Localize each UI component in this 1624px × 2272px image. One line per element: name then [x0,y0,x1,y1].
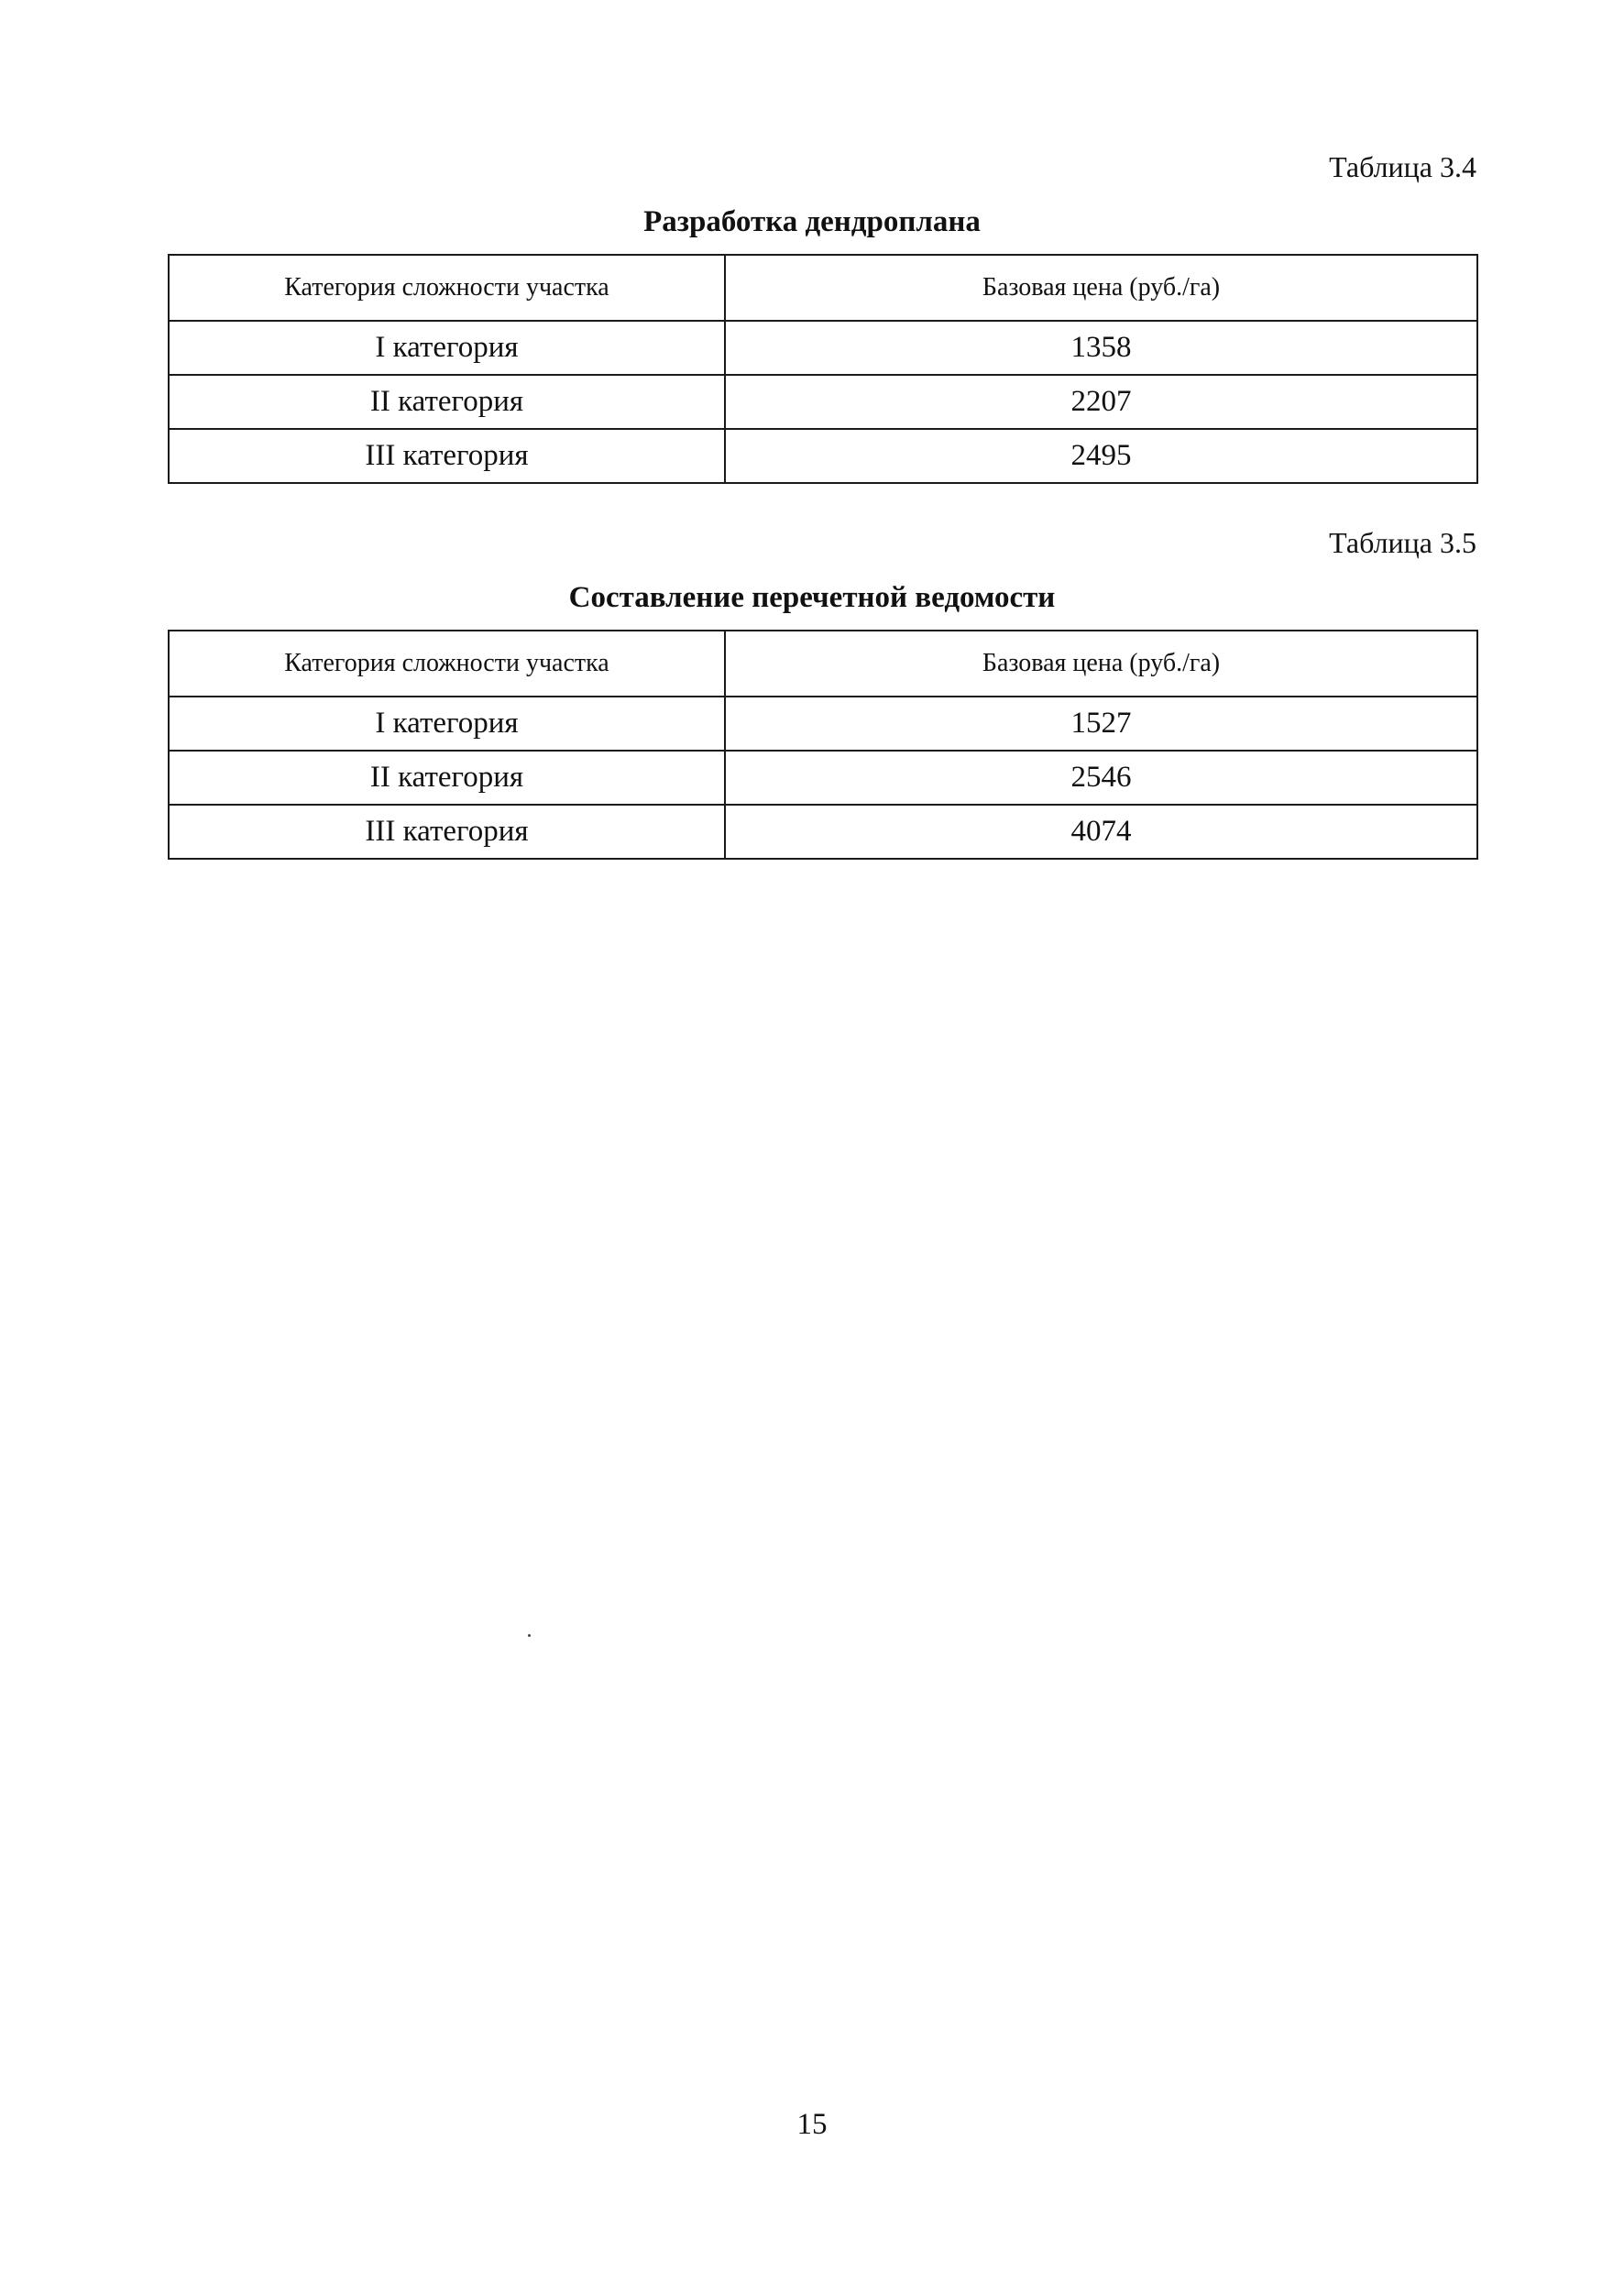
header-category: Категория сложности участка [169,255,725,321]
table-title: Составление перечетной ведомости [568,581,1056,614]
header-category: Категория сложности участка [169,631,725,697]
table-number: Таблица 3.4 [1329,150,1476,183]
price-cell: 2546 [725,751,1477,805]
header-base-price: Базовая цена (руб./га) [725,631,1477,697]
category-cell: III категория [169,805,725,859]
table-row [169,751,1477,805]
table-number: Таблица 3.5 [1329,526,1476,559]
table-row [169,697,1477,751]
table-row [169,805,1477,859]
table-title: Разработка дендроплана [643,205,981,238]
stray-mark [528,1634,531,1637]
table-header-row [169,255,1477,321]
category-cell: II категория [169,375,725,429]
page-number: 15 [796,2108,828,2141]
category-cell: II категория [169,751,725,805]
price-cell: 4074 [725,805,1477,859]
category-cell: I категория [169,321,725,375]
price-cell: 1527 [725,697,1477,751]
price-table [168,254,1478,484]
price-table [168,630,1478,860]
table-row [169,321,1477,375]
table-header-row [169,631,1477,697]
category-cell: III категория [169,429,725,483]
header-base-price: Базовая цена (руб./га) [725,255,1477,321]
table-row [169,375,1477,429]
price-cell: 1358 [725,321,1477,375]
table-row [169,429,1477,483]
price-cell: 2495 [725,429,1477,483]
price-cell: 2207 [725,375,1477,429]
category-cell: I категория [169,697,725,751]
